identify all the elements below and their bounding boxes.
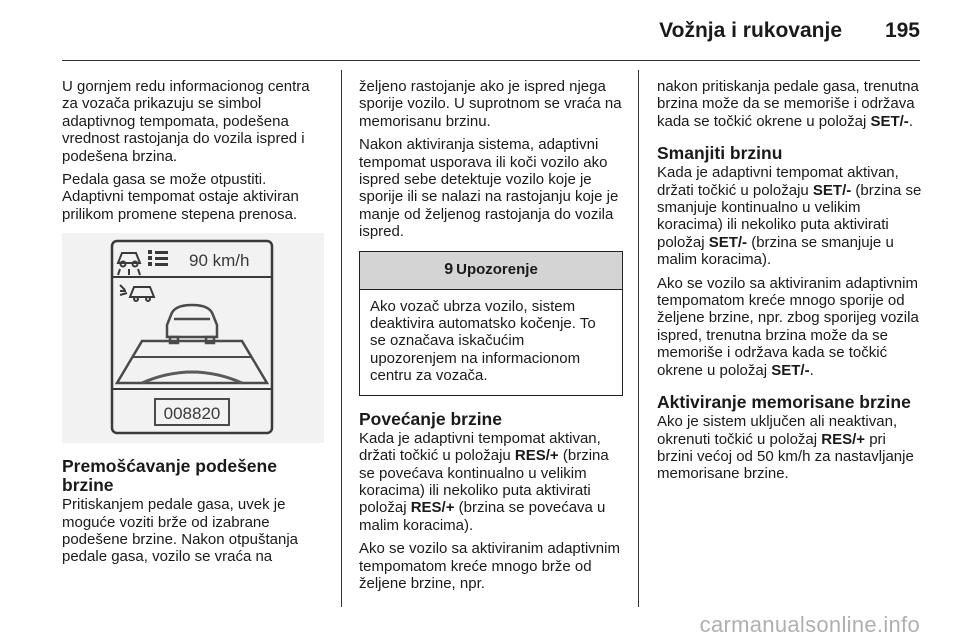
paragraph: U gornjem redu informacionog centra za vozača prikazuju se simbol adaptivnog tempomata, podešena vrednost rastojanja do vozila ispred i podešena brzina. (62, 78, 310, 165)
driver-info-display-illustration (62, 233, 324, 443)
column-2 (359, 78, 623, 598)
control-position: SET/- (771, 361, 810, 379)
paragraph: Pritiskanjem pedale gasa, uvek je moguće voziti brže od izabrane podešene brzine. Nakon otpuštanja pedale gasa, vozilo se vraća na (62, 496, 299, 566)
control-position: SET/- (870, 112, 909, 130)
paragraph: željeno rastojanje ako je ispred njega sporije vozilo. U suprotnom se vraća na memorisanu brzinu. (359, 78, 622, 130)
chapter-title: Vožnja i rukovanje (659, 19, 842, 42)
paragraph: Pedala gasa se može otpustiti. Adaptivni tempomat ostaje aktiviran prilikom promene stepena prenosa. (62, 171, 299, 223)
control-position: RES/+ (410, 499, 455, 517)
warning-triangle-icon: 9 (444, 261, 454, 279)
odometer-readout: 008820 (163, 404, 221, 424)
column-1 (62, 78, 324, 572)
collision-alert-icon (120, 285, 154, 301)
paragraph: Kada je adaptivni tempomat aktivan, držati točkić u položaju SET/- (brzina se smanjuje kontinualno u velikim koracima) ili nekoliko puta aktivirati položaj SET/- (brzina se smanjuje u malim koracima). (657, 164, 922, 269)
section-heading: Premošćavanje podešene brzine (62, 456, 277, 496)
section-heading: Povećanje brzine (359, 408, 502, 429)
warning-title: Upozorenje (456, 261, 538, 279)
column-divider (341, 70, 342, 607)
paragraph: nakon pritiskanja pedale gasa, trenutna brzina može da se memoriše i održava kada se točkić okrene u položaj SET/-. (657, 78, 919, 130)
lead-vehicle-icon (167, 305, 217, 343)
paragraph: Nakon aktiviranja sistema, adaptivni tempomat usporava ili koči vozilo ako ispred sebe detektuje vozilo koje je sporije ili se nalazi na rastojanju koje je manje od željenog rastojanja do vozila ispred. (359, 136, 619, 241)
header-divider (62, 60, 920, 61)
set-speed-readout: 90 km/h (189, 251, 250, 271)
acc-car-icon (118, 253, 140, 275)
page-number: 195 (884, 19, 920, 42)
paragraph: Ako je sistem uključen ali neaktivan, okrenuti točkić u položaj RES/+ pri brzini većoj od 50 km/h za nastavljanje memorisane brzine. (657, 413, 914, 483)
control-position: SET/- (812, 181, 852, 199)
section-heading: Smanjiti brzinu (657, 143, 783, 164)
column-3 (657, 78, 923, 489)
paragraph: Ako se vozilo sa aktiviranim adaptivnim tempomatom kreće mnogo sporije od željene brzine, npr. zbog sporijeg vozila ispred, trenutna brzina može da se memoriše i održava kada se točkić okrene u položaj SET/-. (657, 274, 919, 379)
warning-header (360, 252, 622, 290)
page-header (0, 0, 960, 60)
watermark: carmanualsonline.info (699, 612, 920, 637)
control-position: RES/+ (821, 430, 866, 448)
section-heading: Aktiviranje memorisane brzine (657, 392, 911, 413)
distance-bars-icon (148, 250, 168, 266)
paragraph: Ako se vozilo sa aktiviranim adaptivnim tempomatom kreće mnogo brže od željene brzine, npr. (359, 540, 620, 592)
warning-box (359, 251, 623, 396)
column-divider (638, 70, 639, 607)
display-graphic (62, 233, 324, 443)
control-position: RES/+ (514, 447, 559, 465)
paragraph: Kada je adaptivni tempomat aktivan, držati točkić u položaju RES/+ (brzina se povećava kontinualno u velikim koracima) ili nekoliko puta aktivirati položaj RES/+ (brzina se povećava u malim koracima). (359, 429, 609, 534)
warning-text: Ako vozač ubrza vozilo, sistem deaktivira automatsko kočenje. To se označava iskačućim upozorenjem na informacionom centru za vozača. (370, 297, 596, 385)
control-position: SET/- (708, 233, 748, 251)
